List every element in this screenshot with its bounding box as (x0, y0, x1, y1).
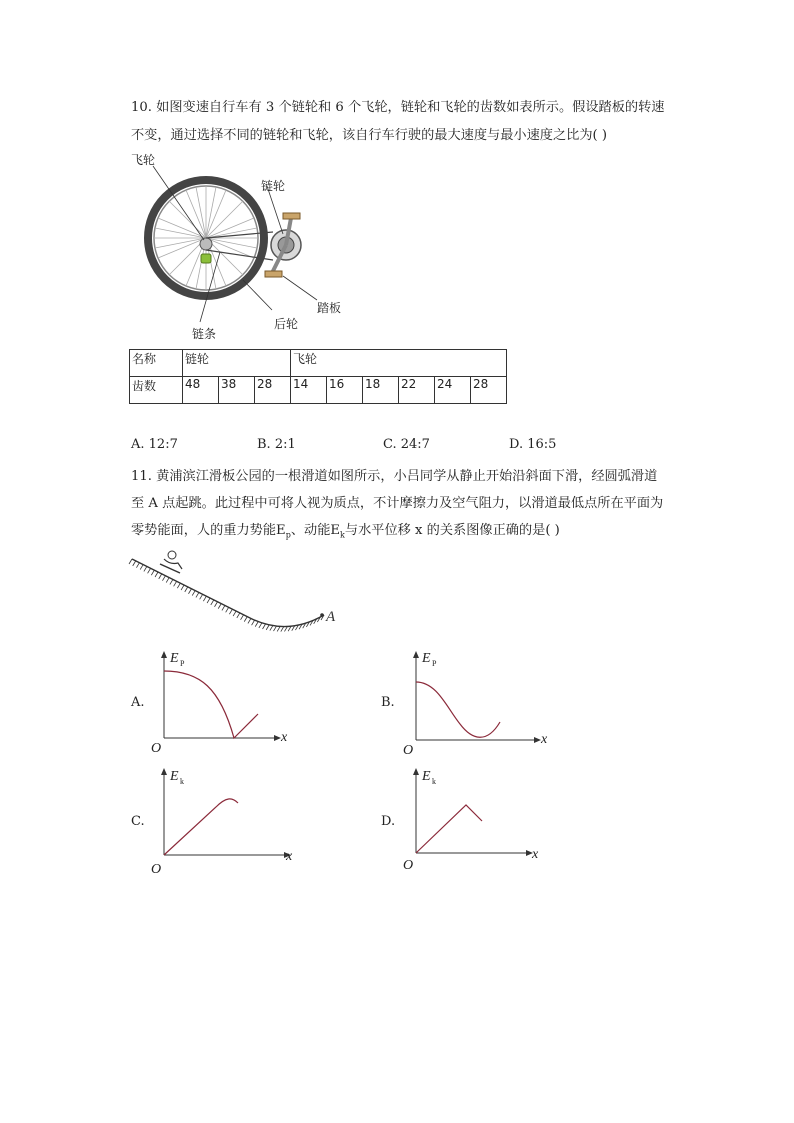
table-cell-value: 22 (399, 377, 435, 404)
pedal-upper (283, 213, 300, 219)
q10-option-a[interactable]: A. 12:7 (131, 437, 178, 452)
q10-option-c[interactable]: C. 24:7 (383, 437, 430, 452)
label-chain: 链条 (192, 327, 217, 341)
table-cell-flywheel: 飞轮 (291, 350, 507, 377)
svg-text:P: P (432, 659, 437, 668)
track-hatch-mark (144, 566, 147, 571)
table-cell-value: 38 (219, 377, 255, 404)
graph-d (402, 765, 552, 875)
svg-text:E: E (170, 769, 179, 784)
track-hatch-mark (192, 591, 195, 596)
svg-text:O: O (151, 741, 162, 756)
table-cell-value: 28 (255, 377, 291, 404)
graph-c-option[interactable]: C. (131, 814, 145, 829)
label-pedal: 踏板 (317, 301, 342, 315)
track-hatch-mark (129, 559, 132, 564)
track-hatch-mark (151, 570, 154, 575)
graph-b-option[interactable]: B. (381, 695, 395, 710)
track-hatch-mark (200, 594, 203, 599)
track-hatch-mark (185, 587, 188, 592)
svg-text:E: E (170, 651, 179, 666)
track-hatch-mark (255, 622, 258, 627)
track-hatch-mark (237, 613, 240, 618)
svg-text:O: O (403, 743, 414, 758)
q10-text-line2: 不变，通过选择不同的链轮和飞轮，该自行车行驶的最大速度与最小速度之比为( ) (131, 128, 608, 143)
track-hatch-mark (188, 589, 191, 594)
table-row-teeth (130, 377, 507, 404)
svg-text:E: E (422, 769, 431, 784)
track-hatch-mark (252, 620, 255, 625)
svg-text:E: E (422, 651, 431, 666)
table-cell-value: 14 (291, 377, 327, 404)
track-hatch-mark (241, 615, 244, 620)
track-hatch-mark (233, 611, 236, 616)
table-cell-value: 28 (471, 377, 507, 404)
track-hatch-mark (248, 618, 251, 623)
derailleur (201, 254, 211, 263)
track-hatch-mark (174, 581, 177, 586)
track-hatch-mark (207, 598, 210, 603)
track-hatch-mark (148, 568, 151, 573)
track-hatch-mark (166, 578, 169, 583)
pedal-lower (265, 271, 282, 277)
graph-a-option[interactable]: A. (131, 695, 145, 710)
track-hatch-mark (155, 572, 158, 577)
track-hatching (129, 559, 324, 632)
table-cell-value: 48 (183, 377, 219, 404)
track-hatch-mark (133, 561, 136, 566)
graph-c-curve (164, 799, 238, 855)
q11-text-line3: 零势能面，人的重力势能$E_p$、动能$E_k$与水平位移 x 的关系图像正确的是( ) (131, 523, 560, 540)
q11-text-line2: 至 A 点起跳。此过程中可将人视为质点，不计摩擦力及空气阻力，以滑道最低点所在平面为 (131, 496, 664, 511)
rear-wheel-leader (243, 280, 272, 310)
track-hatch-mark (177, 583, 180, 588)
svg-text:k: k (432, 777, 436, 786)
svg-text:x: x (286, 849, 293, 864)
track-hatch-mark (281, 627, 284, 632)
graph-d-curve (416, 805, 482, 853)
svg-text:x: x (541, 732, 548, 747)
label-rear-wheel: 后轮 (274, 317, 299, 331)
q10-option-b[interactable]: B. 2:1 (257, 437, 296, 452)
svg-text:x: x (532, 847, 539, 862)
svg-text:O: O (151, 862, 162, 875)
track-hatch-mark (211, 600, 214, 605)
track-hatch-mark (270, 626, 273, 631)
track-hatch-mark (226, 607, 229, 612)
track-hatch-mark (263, 624, 266, 629)
track-hatch-mark (218, 604, 221, 609)
track-hatch-mark (203, 596, 206, 601)
svg-text:k: k (180, 777, 184, 786)
label-chainring: 链轮 (261, 179, 286, 193)
point-a-dot (320, 613, 324, 617)
table-cell-chainring: 链轮 (183, 350, 291, 377)
track-hatch-mark (181, 585, 184, 590)
point-a-label: A (326, 609, 336, 625)
graph-d-option[interactable]: D. (381, 814, 396, 829)
track-hatch-mark (266, 625, 269, 630)
table-row-names (130, 350, 507, 377)
table-cell-value: 18 (363, 377, 399, 404)
track-hatch-mark (140, 565, 143, 570)
track-hatch-mark (244, 617, 247, 622)
flywheel-hub (200, 238, 212, 250)
track-hatch-mark (277, 626, 280, 631)
graph-c (150, 765, 300, 875)
track-hatch-mark (162, 576, 165, 581)
svg-text:O: O (403, 858, 414, 873)
table-cell-name-label: 名称 (130, 350, 183, 377)
pedal-leader (283, 276, 317, 300)
q11-text-line1: 11. 黄浦滨江滑板公园的一根滑道如图所示，小吕同学从静止开始沿斜面下滑，经圆弧滑道 (131, 469, 658, 484)
table-cell-teeth-label: 齿数 (130, 377, 183, 404)
table-cell-value: 16 (327, 377, 363, 404)
table-cell-value: 24 (435, 377, 471, 404)
q10-text-line1: 10. 如图变速自行车有 3 个链轮和 6 个飞轮，链轮和飞轮的齿数如表所示。假设踏板的转速 (131, 100, 665, 115)
graph-b-curve (416, 682, 500, 737)
track-hatch-mark (136, 563, 139, 568)
track-hatch-mark (222, 605, 225, 610)
svg-text:x: x (281, 730, 288, 745)
skate-track-figure (128, 545, 348, 645)
track-hatch-mark (170, 579, 173, 584)
svg-text:P: P (180, 659, 185, 668)
graph-a (150, 648, 300, 758)
q10-option-d[interactable]: D. 16:5 (509, 437, 557, 452)
track-hatch-mark (196, 592, 199, 597)
track-curve (132, 559, 324, 627)
skater-icon (160, 551, 182, 573)
graph-a-curve (164, 671, 258, 738)
track-hatch-mark (215, 602, 218, 607)
track-hatch-mark (259, 623, 262, 628)
track-hatch-mark (274, 626, 277, 631)
teeth-table (129, 349, 507, 404)
track-hatch-mark (229, 609, 232, 614)
graph-b (402, 648, 557, 758)
track-hatch-mark (159, 574, 162, 579)
label-flywheel: 飞轮 (131, 153, 156, 167)
